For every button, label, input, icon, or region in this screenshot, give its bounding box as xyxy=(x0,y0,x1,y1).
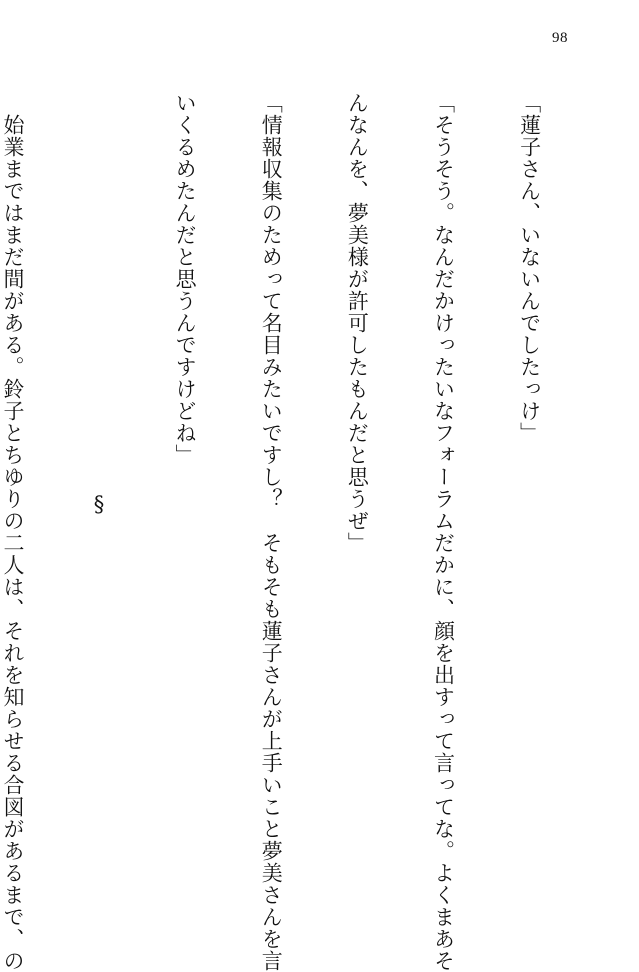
text-line: 「蓮子さん、いないんでしたっけ」 xyxy=(517,92,542,444)
text-line: 「そうそう。なんだかけったいなフォーラムだかに、顔を出すって言ってな。よくまあそ xyxy=(431,92,456,972)
body-text xyxy=(0,92,601,972)
text-line: 始業まではまだ間がある。鈴子とちゆりの二人は、それを知らせる合図があるまで、の xyxy=(0,92,25,972)
text-line: 「情報収集のためって名目みたいですし？ そもそも蓮子さんが上手いこと夢美さんを言 xyxy=(259,92,284,972)
section-break-mark: § xyxy=(87,491,112,517)
page-number: 98 xyxy=(552,30,568,46)
text-line: んなんを、夢美様が許可したもんだと思うぜ」 xyxy=(345,92,370,554)
text-line: いくるめたんだと思うんですけどね」 xyxy=(173,92,198,466)
